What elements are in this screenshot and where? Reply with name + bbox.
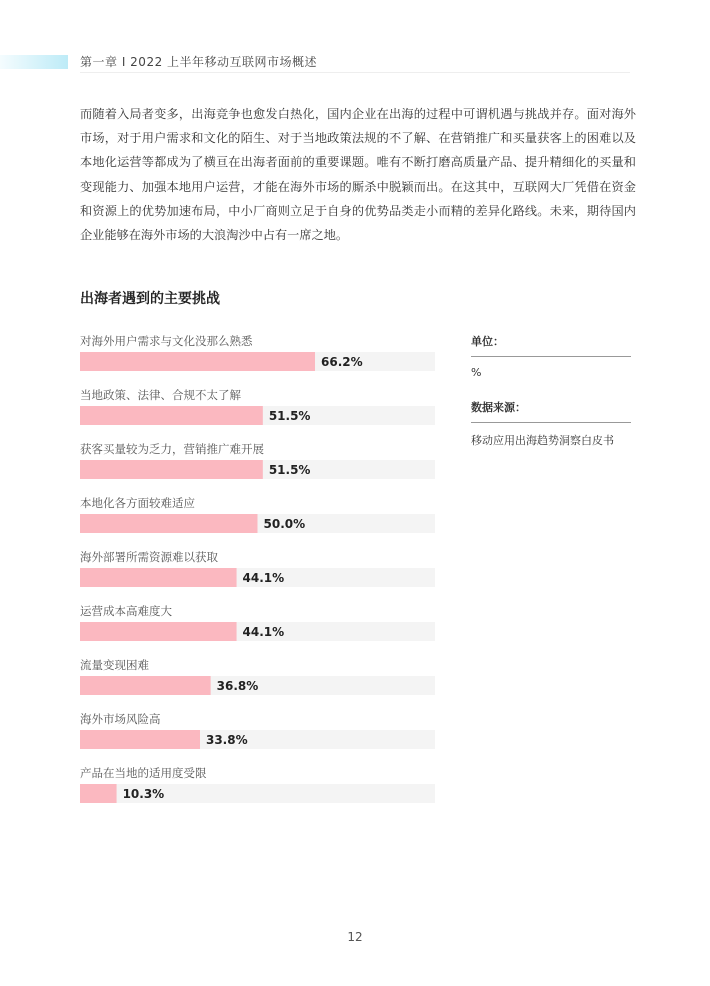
value-label: 50.0% — [263, 517, 306, 531]
source-label: 数据来源： — [471, 399, 631, 423]
body-paragraph: 而随着入局者变多，出海竞争也愈发白热化，国内企业在出海的过程中可谓机遇与挑战并存。面对海外市场，对于用户需求和文化的陌生、对于当地政策法规的不了解、在营销推广和买量获客上的困难以及本地化运营等都成为了横亘在出海者面前的重要课题。唯有不断打磨高质量产品、提升精细化的买量和变现能力、加强本地用户运营，才能在海外市场的厮杀中脱颖而出。在这其中，互联网大厂凭借在资金和资源上的优势加速布局，中小厂商则立足于自身的优势品类走小而精的差异化路线。未来，期待国内企业能够在海外市场的大浪淘沙中占有一席之地。 — [80, 107, 636, 243]
value-label: 51.5% — [268, 463, 311, 477]
category-label: 运营成本高难度大 — [80, 604, 172, 618]
unit-value: % — [471, 366, 482, 379]
unit-label: 单位： — [471, 333, 631, 357]
bar — [80, 514, 258, 533]
bar — [80, 730, 200, 749]
category-label: 产品在当地的适用度受限 — [80, 766, 207, 780]
bar — [80, 622, 237, 641]
category-label: 海外部署所需资源难以获取 — [80, 550, 218, 564]
bar — [80, 352, 315, 371]
category-label: 海外市场风险高 — [80, 712, 161, 726]
value-label: 44.1% — [242, 571, 285, 585]
value-label: 66.2% — [321, 355, 363, 369]
value-label: 33.8% — [205, 733, 248, 747]
category-label: 流量变现困难 — [80, 658, 149, 672]
bar — [80, 460, 263, 479]
unit-block — [471, 333, 631, 379]
chapter-header: 第一章 I 2022 上半年移动互联网市场概述 — [80, 55, 318, 69]
bar — [80, 406, 263, 425]
source-block — [471, 399, 631, 448]
category-label: 当地政策、法律、合规不太了解 — [80, 388, 241, 402]
category-label: 本地化各方面较难适应 — [80, 496, 195, 510]
chart-title: 出海者遇到的主要挑战 — [80, 291, 220, 307]
value-label: 10.3% — [122, 787, 165, 801]
page-number: 12 — [347, 930, 363, 944]
value-label: 36.8% — [216, 679, 259, 693]
category-label: 对海外用户需求与文化没那么熟悉 — [80, 334, 253, 348]
source-value: 移动应用出海趋势洞察白皮书 — [471, 434, 614, 447]
value-label: 44.1% — [242, 625, 285, 639]
bar — [80, 568, 237, 587]
category-label: 获客买量较为乏力，营销推广难开展 — [80, 442, 264, 456]
bar — [80, 676, 211, 695]
value-label: 51.5% — [268, 409, 311, 423]
bar — [80, 784, 117, 803]
